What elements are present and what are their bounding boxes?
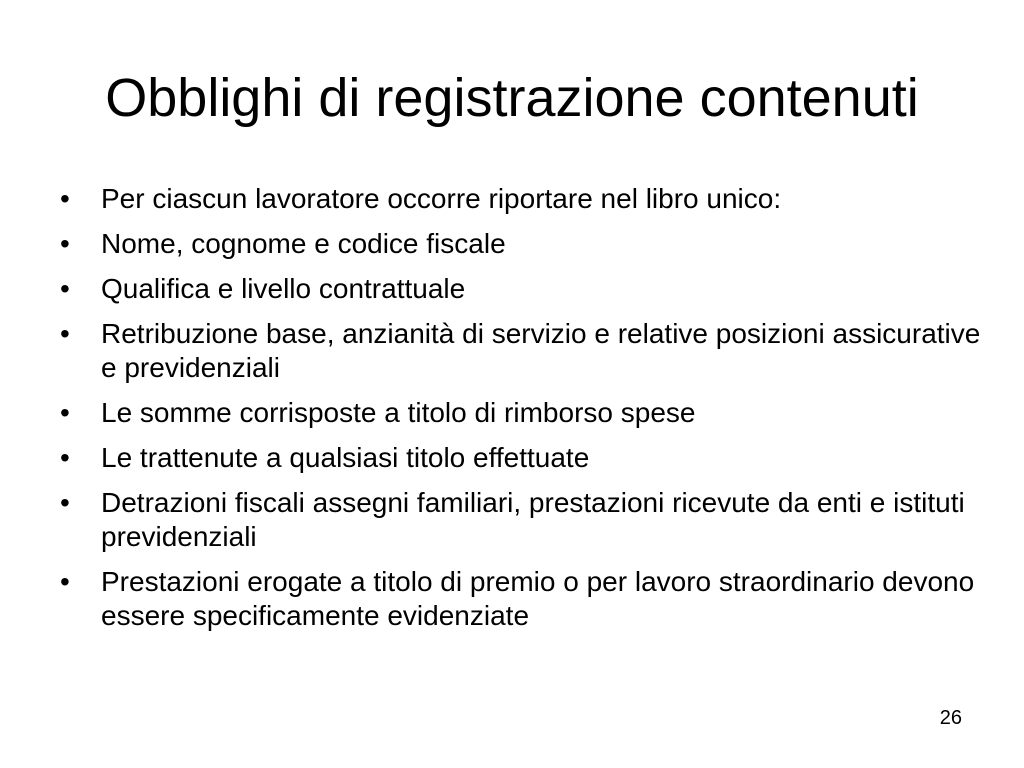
bullet-dot-icon: • [60, 397, 70, 428]
bullet-dot-icon: • [60, 566, 70, 597]
bullet-dot-icon: • [60, 442, 70, 473]
bullet-item [60, 565, 1000, 633]
bullet-dot-icon: • [60, 183, 70, 214]
bullet-list [60, 182, 1000, 644]
bullet-dot-icon: • [60, 318, 70, 349]
bullet-dot-icon: • [60, 228, 70, 259]
slide-title: Obblighi di registrazione contenuti [105, 68, 919, 128]
bullet-text: Prestazioni erogate a titolo di premio o per lavoro straordinario devono essere specificamente evidenziate [101, 566, 975, 631]
bullet-text: Qualifica e livello contrattuale [101, 273, 466, 304]
bullet-text: Retribuzione base, anzianità di servizio e relative posizioni assicurative e previdenziali [101, 318, 981, 383]
bullet-item [60, 272, 1000, 306]
bullet-item [60, 441, 1000, 475]
bullet-text: Per ciascun lavoratore occorre riportare nel libro unico: [101, 183, 782, 214]
bullet-text: Nome, cognome e codice fiscale [101, 228, 506, 259]
bullet-item [60, 486, 1000, 554]
bullet-item [60, 227, 1000, 261]
page-number: 26 [939, 707, 962, 729]
bullet-text: Detrazioni fiscali assegni familiari, prestazioni ricevute da enti e istituti previdenziali [101, 487, 965, 552]
bullet-item [60, 182, 1000, 216]
bullet-item [60, 396, 1000, 430]
bullet-dot-icon: • [60, 487, 70, 518]
bullet-text: Le somme corrisposte a titolo di rimborso spese [101, 397, 696, 428]
bullet-item [60, 317, 1000, 385]
bullet-text: Le trattenute a qualsiasi titolo effettuate [101, 442, 590, 473]
bullet-dot-icon: • [60, 273, 70, 304]
